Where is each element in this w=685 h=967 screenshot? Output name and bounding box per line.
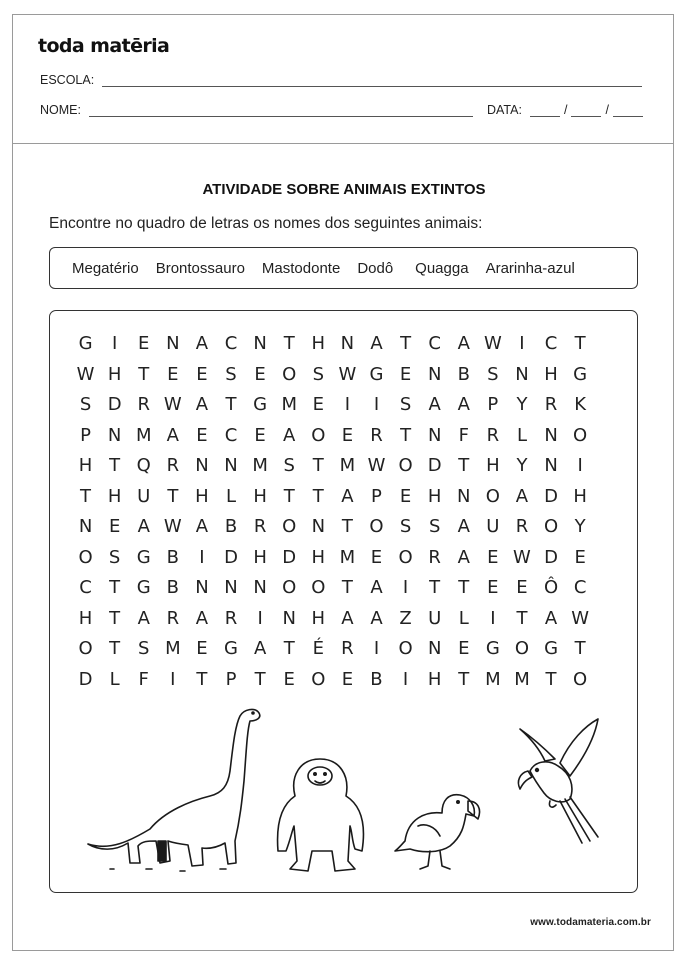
grid-letter[interactable]: S xyxy=(399,394,412,415)
grid-letter[interactable]: H xyxy=(486,455,500,476)
grid-letter[interactable]: N xyxy=(253,333,267,354)
grid-letter[interactable]: N xyxy=(515,363,529,385)
name-label: NOME: xyxy=(40,103,81,117)
grid-letter[interactable]: H xyxy=(107,363,122,385)
grid-letter[interactable]: H xyxy=(78,455,93,476)
grid-letter[interactable]: T xyxy=(312,455,324,476)
grid-letter[interactable]: A xyxy=(195,333,209,354)
grid-letter[interactable]: R xyxy=(137,394,150,415)
footer-url[interactable]: www.todamateria.com.br xyxy=(530,917,651,928)
grid-letter[interactable]: T xyxy=(516,607,528,629)
grid-letter[interactable]: T xyxy=(109,455,121,476)
grid-letter[interactable]: T xyxy=(167,485,179,507)
grid-letter[interactable]: R xyxy=(515,516,529,537)
grid-letter[interactable]: U xyxy=(428,607,442,629)
grid-letter[interactable]: A xyxy=(195,516,209,537)
grid-letter[interactable]: E xyxy=(341,668,354,690)
grid-letter[interactable]: S xyxy=(428,516,441,537)
grid-letter[interactable]: H xyxy=(311,333,326,354)
grid-letter[interactable]: C xyxy=(428,333,441,354)
grid-letter[interactable]: E xyxy=(196,638,208,659)
grid-letter[interactable]: O xyxy=(282,516,297,537)
school-label: ESCOLA: xyxy=(40,73,95,87)
grid-letter[interactable]: G xyxy=(485,638,500,659)
school-field-row xyxy=(40,73,642,87)
grid-letter[interactable]: T xyxy=(574,638,586,659)
grid-letter[interactable]: P xyxy=(371,485,382,507)
grid-letter[interactable]: A xyxy=(370,577,383,598)
grid-letter[interactable]: T xyxy=(458,455,470,476)
grid-letter[interactable]: É xyxy=(312,638,324,659)
grid-letter[interactable]: A xyxy=(341,485,354,507)
word-bank-item: Megatério xyxy=(72,259,139,277)
grid-letter[interactable]: W xyxy=(513,546,531,568)
grid-letter[interactable]: O xyxy=(311,577,326,598)
grid-letter[interactable]: W xyxy=(76,363,95,385)
grid-letter[interactable]: E xyxy=(516,577,528,598)
grid-letter[interactable]: B xyxy=(224,516,238,537)
grid-letter[interactable]: A xyxy=(457,546,470,568)
grid-letter[interactable]: T xyxy=(341,577,353,598)
grid-letter[interactable]: R xyxy=(224,607,238,629)
grid-letter[interactable]: I xyxy=(199,546,205,568)
grid-letter[interactable]: G xyxy=(136,546,151,568)
grid-letter[interactable]: C xyxy=(79,577,92,598)
grid-letter[interactable]: A xyxy=(457,516,470,537)
grid-letter[interactable]: E xyxy=(196,363,208,385)
grid-letter[interactable]: W xyxy=(338,363,357,385)
grid-letter[interactable]: W xyxy=(367,455,386,476)
grid-letter[interactable]: N xyxy=(427,638,442,659)
worksheet-page xyxy=(12,14,674,951)
grid-letter[interactable]: F xyxy=(138,668,149,690)
brontosaurus-icon xyxy=(88,709,260,871)
grid-letter[interactable]: O xyxy=(514,638,530,659)
grid-letter[interactable]: R xyxy=(166,455,180,476)
grid-letter[interactable]: Ô xyxy=(543,577,559,598)
grid-letter[interactable]: S xyxy=(312,363,325,385)
extinct-animals-illustration xyxy=(50,701,639,891)
grid-letter[interactable]: N xyxy=(544,455,558,476)
grid-letter[interactable]: I xyxy=(490,607,496,629)
grid-letter[interactable]: N xyxy=(544,424,558,446)
grid-letter[interactable]: K xyxy=(574,394,587,415)
grid-letter[interactable]: R xyxy=(370,424,383,446)
grid-letter[interactable]: H xyxy=(253,485,267,507)
grid-letter[interactable]: E xyxy=(487,546,499,568)
grid-letter[interactable]: C xyxy=(224,424,238,446)
grid-letter[interactable]: T xyxy=(458,577,470,598)
grid-letter[interactable]: O xyxy=(543,516,559,537)
grid-letter[interactable]: N xyxy=(311,516,326,537)
grid-letter[interactable]: E xyxy=(108,516,121,537)
grid-letter[interactable]: U xyxy=(486,516,500,537)
grid-letter[interactable]: N xyxy=(195,577,209,598)
word-bank-item: Brontossauro xyxy=(155,259,245,277)
grid-letter[interactable]: A xyxy=(370,333,383,354)
grid-letter[interactable]: N xyxy=(195,455,209,476)
school-input-line[interactable] xyxy=(102,74,642,87)
grid-letter[interactable]: O xyxy=(311,424,326,446)
grid-letter[interactable]: E xyxy=(312,394,324,415)
grid-letter[interactable]: R xyxy=(428,546,441,568)
grid-letter[interactable]: Y xyxy=(516,394,528,415)
grid-letter[interactable]: O xyxy=(78,546,93,568)
grid-letter[interactable]: R xyxy=(166,607,180,629)
grid-letter[interactable]: H xyxy=(427,485,442,507)
grid-letter[interactable]: D xyxy=(107,394,122,415)
grid-letter[interactable]: L xyxy=(109,668,120,690)
grid-letter[interactable]: N xyxy=(253,577,267,598)
grid-letter[interactable]: N xyxy=(427,424,442,446)
grid-letter[interactable]: T xyxy=(312,485,324,507)
grid-letter[interactable]: S xyxy=(225,363,237,385)
date-separator: / xyxy=(605,103,609,117)
grid-letter[interactable]: O xyxy=(369,516,384,537)
grid-letter[interactable]: A xyxy=(137,516,150,537)
grid-letter[interactable]: O xyxy=(78,638,93,659)
grid-letter[interactable]: H xyxy=(544,363,558,385)
date-year-line[interactable] xyxy=(613,104,643,117)
grid-letter[interactable]: H xyxy=(107,485,122,507)
grid-letter[interactable]: I xyxy=(577,455,583,476)
grid-letter[interactable]: I xyxy=(373,638,380,659)
grid-letter[interactable]: N xyxy=(224,577,238,598)
grid-letter[interactable]: O xyxy=(573,424,588,446)
grid-letter[interactable]: T xyxy=(545,668,557,690)
grid-letter[interactable]: E xyxy=(167,363,179,385)
grid-letter[interactable]: M xyxy=(514,668,530,690)
grid-letter[interactable]: A xyxy=(370,607,383,629)
date-label: DATA: xyxy=(486,103,522,117)
grid-letter[interactable]: E xyxy=(399,485,412,507)
date-day-line[interactable] xyxy=(530,104,560,117)
grid-letter[interactable]: S xyxy=(487,363,499,385)
grid-letter[interactable]: L xyxy=(226,485,237,507)
grid-letter[interactable]: O xyxy=(485,485,500,507)
grid-letter[interactable]: T xyxy=(138,363,150,385)
grid-letter[interactable]: T xyxy=(574,333,586,354)
grid-letter[interactable]: T xyxy=(109,577,121,598)
grid-letter[interactable]: M xyxy=(252,455,268,476)
activity-instruction: Encontre no quadro de letras os nomes dos seguintes animais: xyxy=(49,215,483,232)
word-bank-item: Ararinha-azul xyxy=(485,259,575,277)
grid-letter[interactable]: A xyxy=(457,394,470,415)
grid-letter[interactable]: D xyxy=(224,546,238,568)
grid-letter[interactable]: W xyxy=(163,394,182,415)
macaw-icon xyxy=(518,719,598,843)
grid-letter[interactable]: H xyxy=(78,607,93,629)
date-separator: / xyxy=(563,103,568,117)
grid-letter[interactable]: O xyxy=(398,546,413,568)
grid-letter[interactable]: E xyxy=(254,363,266,385)
grid-letter[interactable]: T xyxy=(283,638,295,659)
grid-letter[interactable]: T xyxy=(109,607,121,629)
grid-letter[interactable]: A xyxy=(457,333,470,354)
grid-letter[interactable]: E xyxy=(283,668,295,690)
grid-letter[interactable]: I xyxy=(257,607,263,629)
grid-letter[interactable]: H xyxy=(311,607,326,629)
grid-letter[interactable]: E xyxy=(487,577,499,598)
grid-letter[interactable]: S xyxy=(108,546,121,568)
grid-letter[interactable]: T xyxy=(400,333,412,354)
name-input-line[interactable] xyxy=(89,104,473,117)
grid-letter[interactable]: G xyxy=(544,638,559,659)
word-search-box xyxy=(49,310,638,893)
grid-letter[interactable]: T xyxy=(196,668,208,690)
grid-letter[interactable]: G xyxy=(78,333,93,354)
grid-letter[interactable]: I xyxy=(402,668,409,690)
grid-letter[interactable]: T xyxy=(400,424,412,446)
grid-letter[interactable]: P xyxy=(80,424,91,446)
grid-letter[interactable]: L xyxy=(516,424,527,446)
dodo-icon xyxy=(395,795,480,869)
grid-letter[interactable]: T xyxy=(429,577,441,598)
grid-letter[interactable]: D xyxy=(78,668,93,690)
grid-letter[interactable]: R xyxy=(253,516,267,537)
grid-letter[interactable]: A xyxy=(166,424,179,446)
grid-letter[interactable]: H xyxy=(311,546,326,568)
word-search-grid xyxy=(71,329,595,695)
grid-letter[interactable]: A xyxy=(253,638,267,659)
grid-letter[interactable]: T xyxy=(109,638,121,659)
word-bank xyxy=(49,247,638,289)
grid-letter[interactable]: E xyxy=(370,546,383,568)
grid-letter[interactable]: T xyxy=(225,394,237,415)
grid-letter[interactable]: E xyxy=(196,424,208,446)
word-bank-item: Dodô xyxy=(357,259,394,277)
grid-letter[interactable]: A xyxy=(137,607,150,629)
grid-letter[interactable]: A xyxy=(195,607,209,629)
grid-letter[interactable]: W xyxy=(483,333,502,354)
grid-letter[interactable]: H xyxy=(195,485,209,507)
date-month-line[interactable] xyxy=(571,104,601,117)
grid-letter[interactable]: N xyxy=(78,516,93,537)
grid-letter[interactable]: D xyxy=(427,455,442,476)
grid-letter[interactable]: A xyxy=(515,485,529,507)
grid-letter[interactable]: Z xyxy=(399,607,412,629)
word-bank-item: Quagga xyxy=(415,259,469,277)
grid-letter[interactable]: E xyxy=(574,546,586,568)
grid-letter[interactable]: A xyxy=(283,424,296,446)
grid-letter[interactable]: M xyxy=(281,394,297,415)
grid-letter[interactable]: A xyxy=(544,607,558,629)
grid-letter[interactable]: I xyxy=(344,394,351,415)
grid-letter[interactable]: I xyxy=(373,394,380,415)
grid-letter[interactable]: A xyxy=(195,394,209,415)
grid-letter[interactable]: G xyxy=(573,363,588,385)
giant-sloth-icon xyxy=(278,759,364,871)
grid-letter[interactable]: I xyxy=(519,333,525,354)
grid-letter[interactable]: S xyxy=(138,638,150,659)
grid-letter[interactable]: H xyxy=(573,485,587,507)
grid-letter[interactable]: W xyxy=(571,607,590,629)
grid-letter[interactable]: S xyxy=(283,455,295,476)
name-field-row xyxy=(40,103,643,117)
grid-letter[interactable]: Y xyxy=(574,516,586,537)
grid-letter[interactable]: N xyxy=(457,485,471,507)
grid-letter[interactable]: L xyxy=(458,607,469,629)
grid-letter[interactable]: R xyxy=(341,638,354,659)
grid-letter[interactable]: H xyxy=(253,546,267,568)
grid-letter[interactable]: T xyxy=(254,668,266,690)
grid-letter[interactable]: C xyxy=(573,577,587,598)
grid-letter[interactable]: N xyxy=(340,333,355,354)
grid-letter[interactable]: E xyxy=(399,363,412,385)
grid-letter[interactable]: O xyxy=(573,668,588,690)
grid-letter[interactable]: C xyxy=(224,333,238,354)
grid-letter[interactable]: R xyxy=(544,394,558,415)
grid-letter[interactable]: I xyxy=(111,333,118,354)
grid-letter[interactable]: U xyxy=(137,485,151,507)
grid-letter[interactable]: M xyxy=(485,668,501,690)
grid-letter[interactable]: P xyxy=(487,394,499,415)
grid-letter[interactable]: E xyxy=(458,638,470,659)
grid-letter[interactable]: N xyxy=(224,455,238,476)
grid-letter[interactable]: E xyxy=(138,333,150,354)
grid-letter[interactable]: O xyxy=(282,363,297,385)
grid-letter[interactable]: E xyxy=(341,424,354,446)
grid-letter[interactable]: B xyxy=(457,363,470,385)
grid-letter[interactable]: B xyxy=(370,668,383,690)
word-bank-item: Mastodonte xyxy=(261,259,341,277)
grid-letter[interactable]: E xyxy=(254,424,266,446)
grid-letter[interactable]: N xyxy=(107,424,122,446)
grid-letter[interactable]: P xyxy=(225,668,237,690)
logo: toda matēria xyxy=(38,35,170,57)
worksheet-header xyxy=(13,15,673,144)
grid-letter[interactable]: M xyxy=(135,424,152,446)
grid-letter[interactable]: N xyxy=(282,607,296,629)
grid-letter[interactable]: G xyxy=(224,638,238,659)
grid-letter[interactable]: M xyxy=(339,546,356,568)
grid-letter[interactable]: C xyxy=(544,333,558,354)
grid-letter[interactable]: O xyxy=(398,455,413,476)
grid-letter[interactable]: N xyxy=(427,363,442,385)
grid-letter[interactable]: B xyxy=(166,546,179,568)
grid-letter[interactable]: G xyxy=(136,577,151,598)
grid-letter[interactable]: D xyxy=(544,546,558,568)
grid-letter[interactable]: T xyxy=(283,485,295,507)
grid-letter[interactable]: Y xyxy=(516,455,528,476)
grid-letter[interactable]: M xyxy=(339,455,356,476)
grid-letter[interactable]: T xyxy=(458,668,470,690)
grid-letter[interactable]: D xyxy=(282,546,297,568)
grid-letter[interactable]: I xyxy=(402,577,409,598)
grid-letter[interactable]: B xyxy=(166,577,179,598)
grid-letter[interactable]: S xyxy=(79,394,92,415)
grid-letter[interactable]: O xyxy=(398,638,413,659)
grid-letter[interactable]: T xyxy=(283,333,295,354)
grid-letter[interactable]: T xyxy=(341,516,353,537)
grid-letter[interactable]: S xyxy=(399,516,412,537)
grid-letter[interactable]: D xyxy=(544,485,558,507)
grid-letter[interactable]: G xyxy=(253,394,268,415)
grid-letter[interactable]: M xyxy=(165,638,181,659)
grid-letter[interactable]: A xyxy=(428,394,441,415)
grid-letter[interactable]: F xyxy=(458,424,469,446)
grid-letter[interactable]: Q xyxy=(136,455,151,476)
grid-letter[interactable]: I xyxy=(170,668,176,690)
grid-letter[interactable]: T xyxy=(80,485,92,507)
grid-letter[interactable]: G xyxy=(369,363,384,385)
grid-letter[interactable]: W xyxy=(163,516,182,537)
grid-letter[interactable]: O xyxy=(282,577,297,598)
grid-letter[interactable]: H xyxy=(427,668,442,690)
grid-letter[interactable]: A xyxy=(341,607,354,629)
activity-title: ATIVIDADE SOBRE ANIMAIS EXTINTOS xyxy=(202,181,486,198)
grid-letter[interactable]: R xyxy=(486,424,500,446)
grid-letter[interactable]: N xyxy=(166,333,180,354)
grid-letter[interactable]: O xyxy=(311,668,326,690)
